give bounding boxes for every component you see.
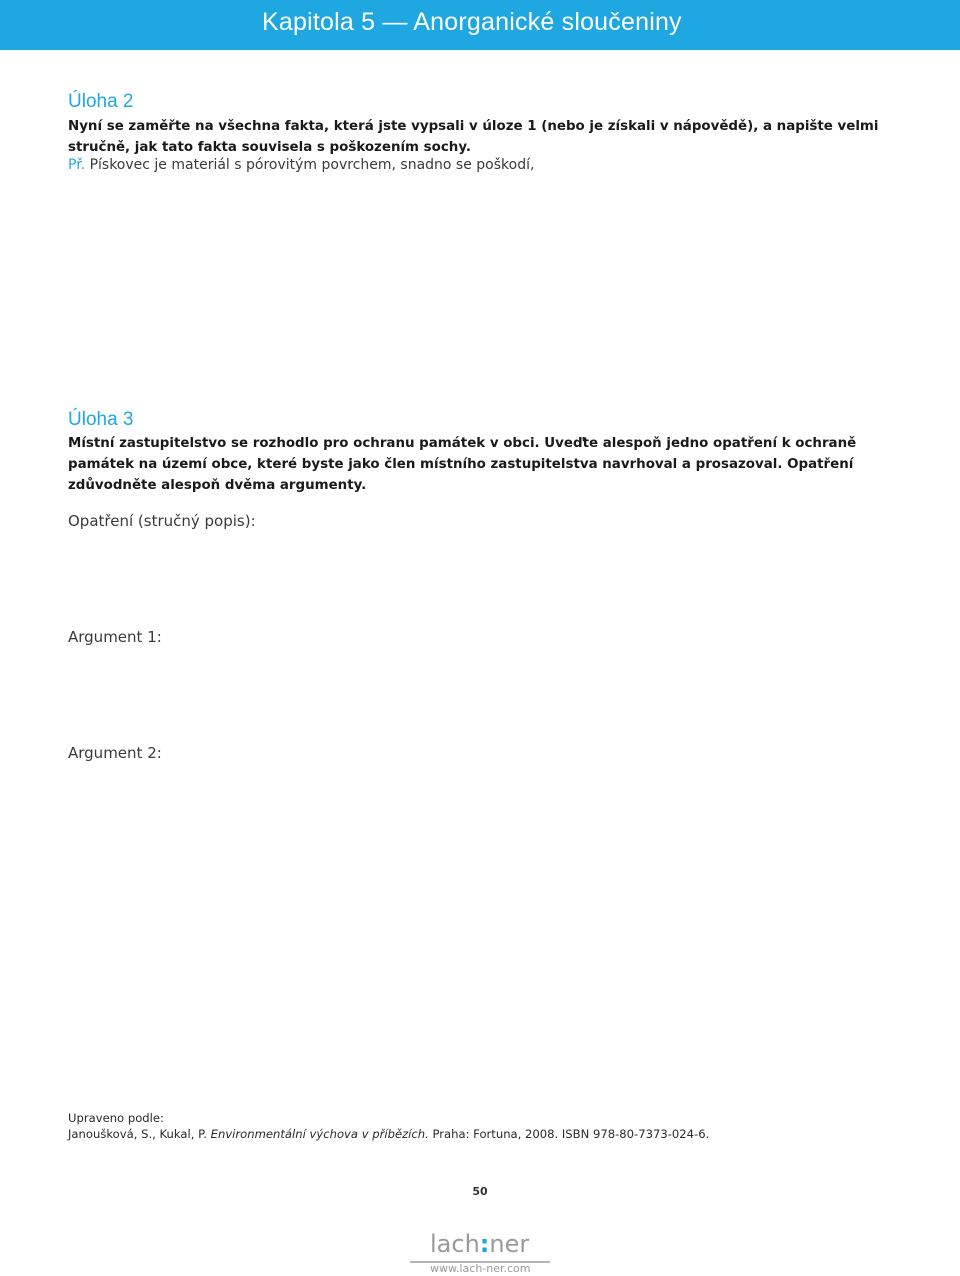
citation-authors: Janoušková, S., Kukal, P. — [68, 1127, 211, 1141]
task3-heading: Úloha 3 — [68, 409, 134, 430]
argument1-label: Argument 1: — [68, 628, 162, 646]
citation-title: Environmentální výchova v příbězích. — [210, 1127, 429, 1141]
chapter-header-bar — [0, 0, 960, 50]
measure-label: Opatření (stručný popis): — [68, 512, 256, 530]
example-text: Pískovec je materiál s pórovitým povrchem, snadno se poškodí, — [85, 157, 535, 173]
publisher-logo — [410, 1228, 550, 1276]
chapter-title: Kapitola 5 — Anorganické sloučeniny — [262, 8, 682, 36]
task3-instruction: Místní zastupitelstvo se rozhodlo pro ochranu památek v obci. Uveďte alespoň jedno opatření k ochraně památek na území obce, které byste jako člen místního zastupitelstva navrhoval a prosazoval. Opatření zdůvodněte alespoň dvěma argumenty. — [68, 436, 857, 493]
citation-intro: Upraveno podle: — [68, 1111, 164, 1125]
argument2-label: Argument 2: — [68, 744, 162, 762]
citation-publisher: Praha: Fortuna, 2008. ISBN 978-80-7373-024-6. — [428, 1127, 710, 1141]
page-number: 50 — [472, 1185, 488, 1198]
task2-instruction: Nyní se zaměřte na všechna fakta, která jste vypsali v úloze 1 (nebo je získali v nápovědě), a napište velmi stručně, jak tato fakta souvisela s poškozením sochy. — [68, 119, 879, 155]
publisher-url: www.lach-ner.com — [430, 1262, 531, 1275]
task2-heading: Úloha 2 — [68, 91, 134, 112]
citation-reference — [68, 1127, 709, 1141]
example-prefix: Př. — [68, 157, 86, 173]
logo-wordmark: lach:ner — [430, 1230, 530, 1258]
task2-example — [68, 157, 534, 173]
